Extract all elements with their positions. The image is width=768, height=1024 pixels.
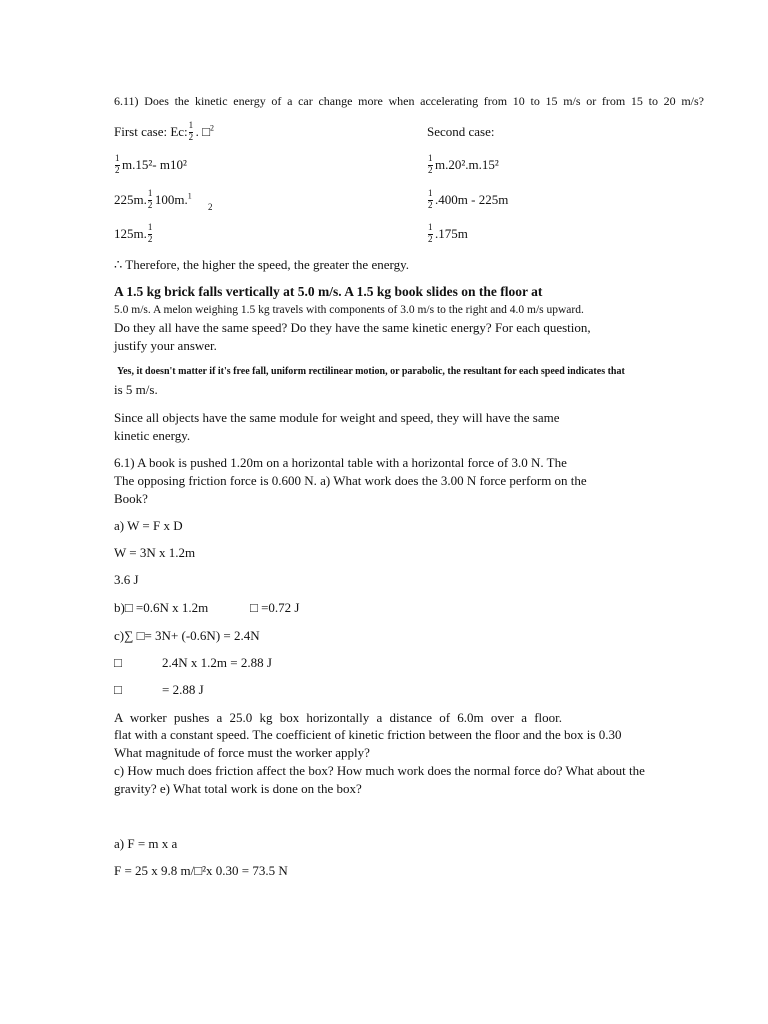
q61-answer-a2: W = 3N x 1.2m: [114, 545, 196, 560]
fraction-half: $\frac{1}{2}$: [428, 222, 433, 245]
right-row-1-text: m.20².m.15²: [435, 157, 499, 172]
brick-line-3: Do they all have the same speed? Do they have the same kinetic energy? For each question,: [114, 320, 591, 335]
fraction-half: $\frac{1}{2}$: [147, 188, 153, 211]
q61-line-1: 6.1) A book is pushed 1.20m on a horizontal table with a horizontal force of 3.0 N. The: [114, 455, 567, 470]
brick-heading: A 1.5 kg brick falls vertically at 5.0 m/s. A 1.5 kg book slides on the floor at: [114, 284, 543, 299]
first-case-label: First case: Ec: $\frac{1}{2}$ . □$^2$: [114, 120, 215, 143]
q61-answer-c3: = 2.88 J: [162, 682, 204, 697]
q61-answer-c2: 2.4N x 1.2m = 2.88 J: [162, 655, 272, 670]
fraction-half: $\frac{1}{2}$: [428, 188, 433, 211]
right-row-3: [427, 222, 468, 245]
left-row-2a: 225m.: [114, 192, 147, 207]
worker-line-2: flat with a constant speed. The coefficient of kinetic friction between the floor and the box is 0.30: [114, 727, 622, 742]
left-row-2b: 100m.: [154, 192, 188, 207]
q61-answer-b1: b)□ =0.6N x 1.2m: [114, 600, 209, 615]
right-row-1: [427, 153, 499, 176]
brick-para-1: Since all objects have the same module for weight and speed, they will have the same: [114, 410, 560, 425]
fraction-half: $\frac{1}{2}$: [428, 153, 433, 176]
second-case-label: Second case:: [427, 124, 495, 139]
fraction-half: $\frac{1}{2}$: [188, 120, 194, 143]
worker-line-3: What magnitude of force must the worker apply?: [114, 745, 370, 760]
brick-answer-bold: Yes, it doesn't matter if it's free fall, uniform rectilinear motion, or parabolic, the resultant for each speed indicates that: [117, 366, 625, 377]
q61-answer-c3-box: □: [114, 682, 122, 697]
worker-line-1: A worker pushes a 25.0 kg box horizontally a distance of 6.0m over a floor.: [114, 710, 562, 725]
worker-answer-a1: a) F = m x a: [114, 836, 178, 851]
q61-answer-c1: c)∑ □= 3N+ (-0.6N) = 2.4N: [114, 628, 260, 643]
worker-answer-a2: F = 25 x 9.8 m/□²x 0.30 = 73.5 N: [114, 863, 288, 878]
first-case-text: First case: Ec:: [114, 124, 188, 139]
left-row-2: 225m. $\frac{1}{2}$ 100m.$^1$: [114, 188, 192, 211]
brick-line-2: 5.0 m/s. A melon weighing 1.5 kg travels with components of 3.0 m/s to the right and 4.0 m/s upward.: [114, 304, 584, 316]
left-row-1: [114, 153, 187, 176]
left-row-1-text: m.15²- m10²: [122, 157, 187, 172]
first-case-tail: . □: [195, 124, 211, 139]
brick-line-4: justify your answer.: [114, 338, 217, 353]
worker-line-5: gravity? e) What total work is done on the box?: [114, 781, 362, 796]
brick-para-2: kinetic energy.: [114, 428, 191, 443]
q61-answer-a1: a) W = F x D: [114, 518, 183, 533]
right-row-3-text: .175m: [435, 226, 468, 241]
right-row-2: [427, 188, 509, 211]
left-row-3-text: 125m.: [114, 226, 147, 241]
q61-answer-b2: □ =0.72 J: [250, 600, 300, 615]
q61-answer-c2-box: □: [114, 655, 122, 670]
brick-answer-tail: is 5 m/s.: [114, 382, 158, 397]
right-row-2-text: .400m - 225m: [435, 192, 509, 207]
fraction-half: $\frac{1}{2}$: [147, 222, 153, 245]
worker-line-4: c) How much does friction affect the box? How much work does the normal force do? What about the: [114, 763, 645, 778]
fraction-denominator: 2: [208, 202, 213, 212]
q61-line-2: The opposing friction force is 0.600 N. a) What work does the 3.00 N force perform on the: [114, 473, 587, 488]
left-row-3: [114, 222, 155, 245]
conclusion: ∴ Therefore, the higher the speed, the greater the energy.: [114, 257, 409, 272]
fraction-half: $\frac{1}{2}$: [115, 153, 120, 176]
q61-answer-a3: 3.6 J: [114, 572, 139, 587]
q61-line-3: Book?: [114, 491, 148, 506]
question-6-11: 6.11) Does the kinetic energy of a car change more when accelerating from 10 to 15 m/s or from 15 to 20 m/s?: [114, 94, 704, 108]
